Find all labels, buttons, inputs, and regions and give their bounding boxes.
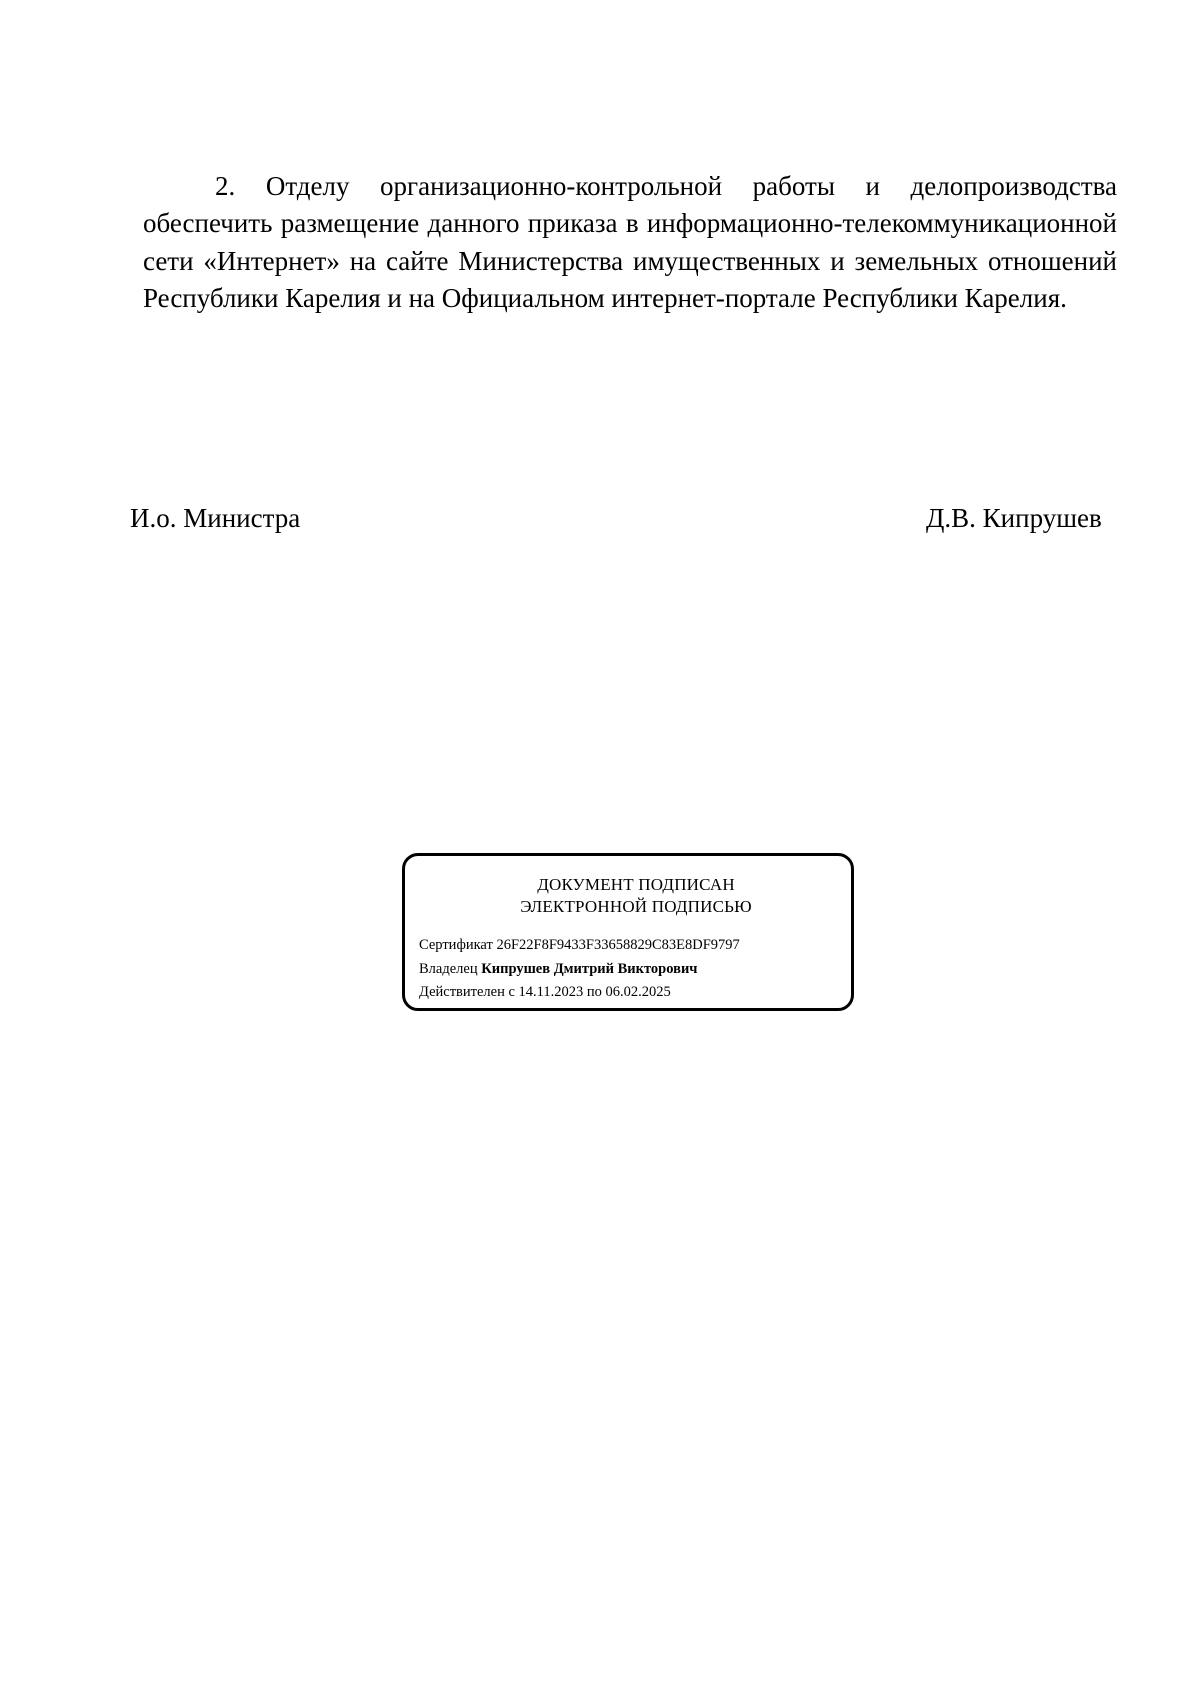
valid-from-date: 14.11.2023 xyxy=(518,984,584,1000)
stamp-heading xyxy=(405,874,851,918)
valid-label: Действителен xyxy=(419,984,505,1000)
valid-to-date: 06.02.2025 xyxy=(605,984,671,1000)
owner-label: Владелец xyxy=(419,960,478,977)
valid-from-prefix: с xyxy=(508,984,515,1000)
stamp-heading-line2: ЭЛЕКТРОННОЙ ПОДПИСЬЮ xyxy=(520,897,752,916)
signer-name: Д.В. Кипрушев xyxy=(926,503,1102,533)
valid-to-prefix: по xyxy=(586,984,602,1000)
paragraph-2: 2. Отделу организационно-контрольной работы и делопроизводства обеспечить размещение данного приказа в информационно-телекоммуникационной сети «Интернет» на сайте Министерства имущественных и земельных отношений Республики Карелия и на Официальном интернет-портале Республики Карелия. xyxy=(143,171,1117,313)
stamp-details xyxy=(419,934,740,1005)
certificate-value: 26F22F8F9433F33658829C83E8DF9797 xyxy=(496,937,740,953)
owner-value: Кипрушев Дмитрий Викторович xyxy=(481,960,698,977)
owner-row xyxy=(419,958,740,982)
certificate-label: Сертификат xyxy=(419,937,493,953)
signer-position: И.о. Министра xyxy=(130,503,301,533)
electronic-signature-stamp xyxy=(402,853,854,1011)
validity-row xyxy=(419,981,740,1005)
certificate-row xyxy=(419,934,740,958)
stamp-heading-line1: ДОКУМЕНТ ПОДПИСАН xyxy=(537,875,735,894)
